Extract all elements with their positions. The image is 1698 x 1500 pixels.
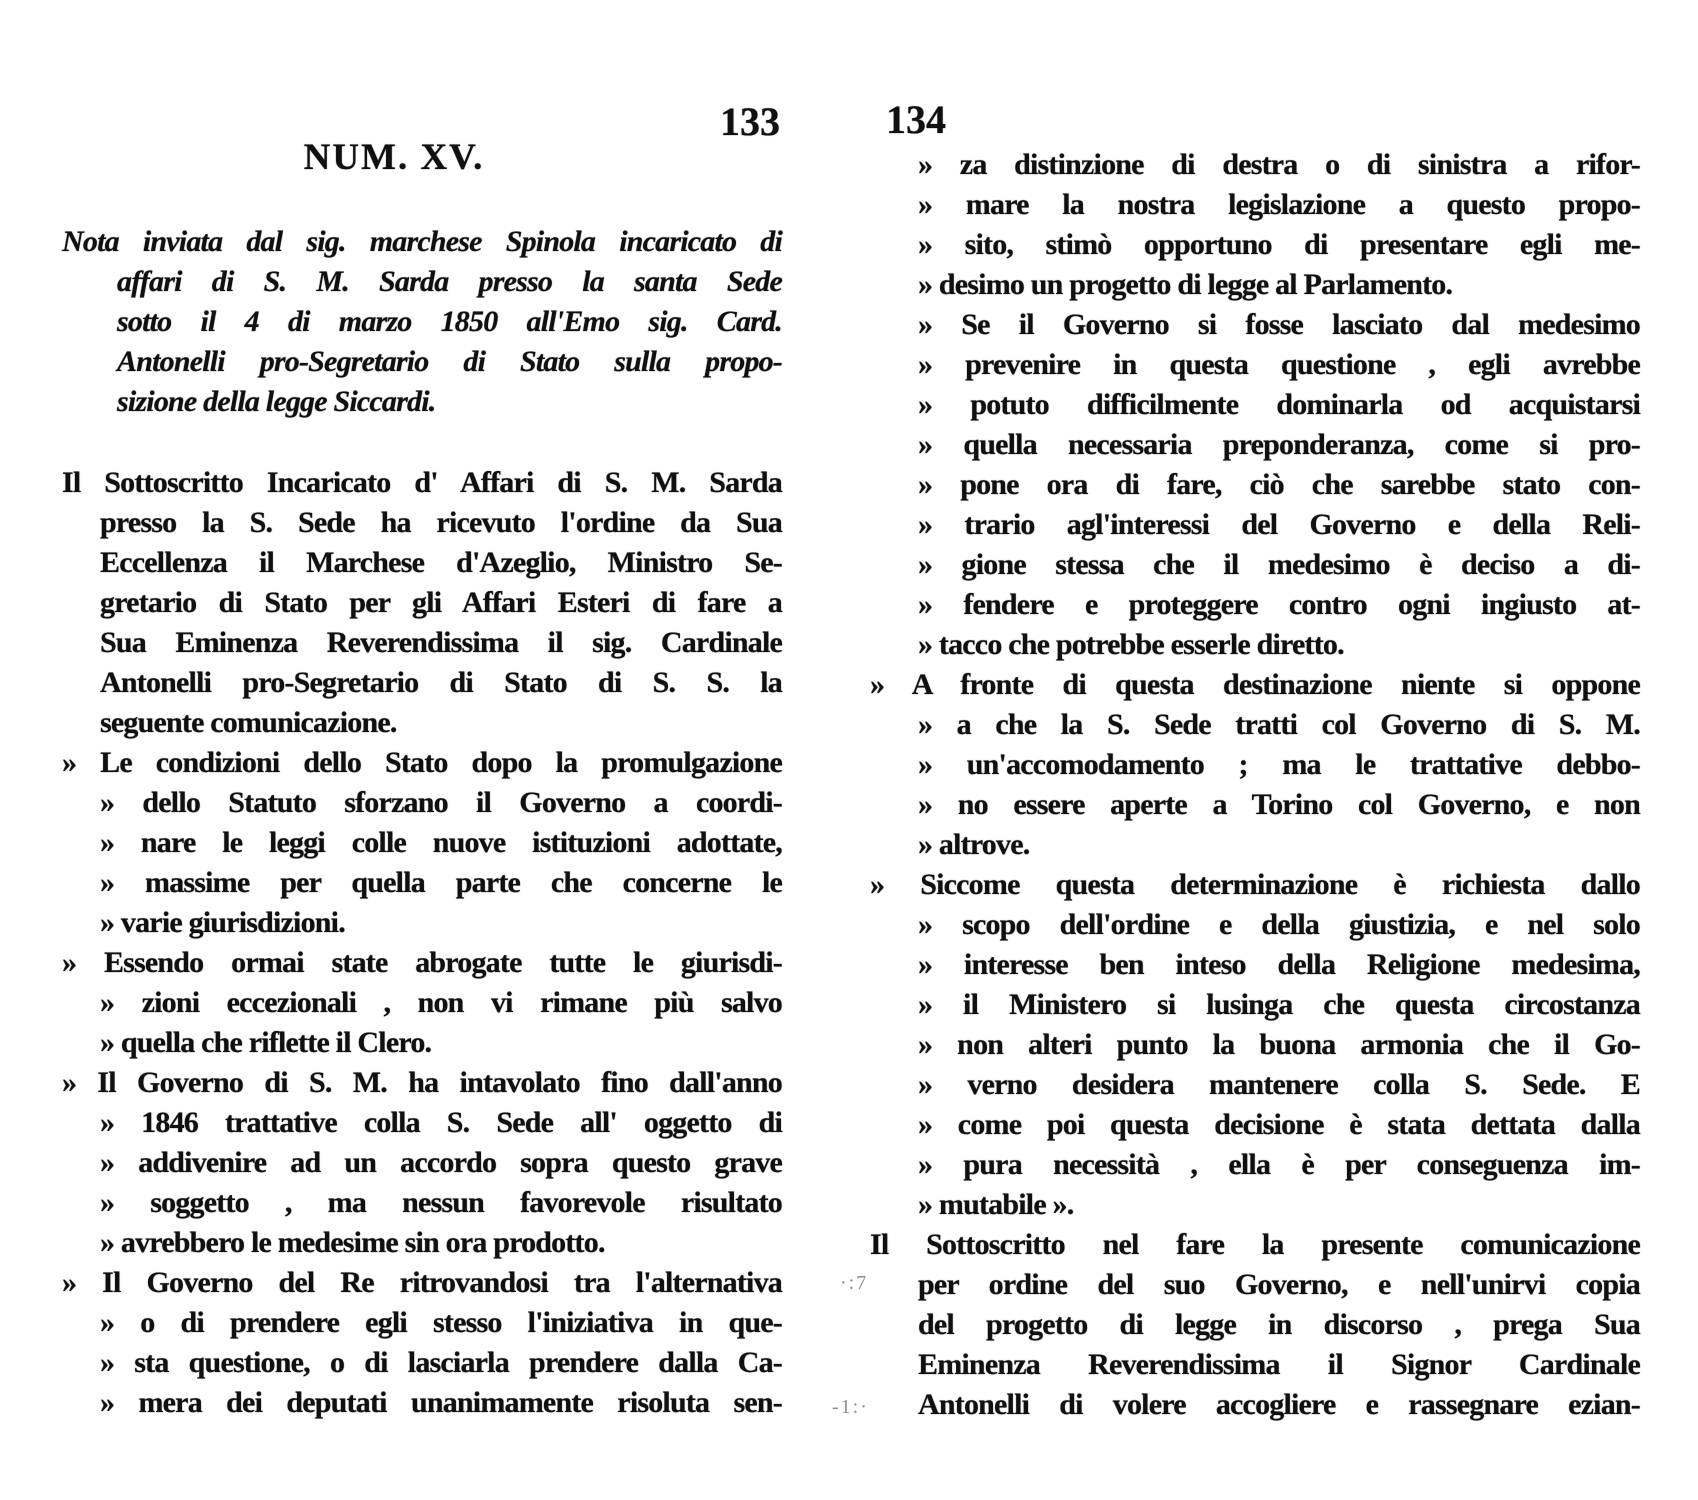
text-line: » sito, stimò opportuno di presentare egli me- xyxy=(918,228,1640,261)
text-line: » soggetto , ma nessun favorevole risultato xyxy=(100,1186,782,1219)
text-line: » mera dei deputati unanimamente risoluta sen- xyxy=(100,1386,782,1419)
left-page-body-text xyxy=(62,463,782,1423)
text-line: » Il Governo del Re ritrovandosi tra l'alternativa xyxy=(62,1266,782,1299)
text-line: del progetto di legge in discorso , prega Sua xyxy=(918,1308,1640,1341)
text-line: » o di prendere egli stesso l'iniziativa in que- xyxy=(100,1306,782,1339)
text-line: » A fronte di questa destinazione niente si oppone xyxy=(870,668,1640,701)
text-line: » quella necessaria preponderanza, come si pro- xyxy=(918,428,1640,461)
text-line: » Siccome questa determinazione è richiesta dallo xyxy=(870,868,1640,901)
text-line: gretario di Stato per gli Affari Esteri di fare a xyxy=(100,586,782,619)
text-line: » sta questione, o di lasciarla prendere dalla Ca- xyxy=(100,1346,782,1379)
text-line: » zioni eccezionali , non vi rimane più salvo xyxy=(100,986,782,1019)
text-line: Sua Eminenza Reverendissima il sig. Cardinale xyxy=(100,626,782,659)
text-line: Antonelli pro-Segretario di Stato sulla propo- xyxy=(117,345,782,378)
page-number-left: 133 xyxy=(720,99,780,144)
text-line: » non alteri punto la buona armonia che il Go- xyxy=(918,1028,1640,1061)
text-line: Eminenza Reverendissima il Signor Cardinale xyxy=(918,1348,1640,1381)
text-line: Antonelli pro-Segretario di Stato di S. S. la xyxy=(100,666,782,699)
text-line: » nare le leggi colle nuove istituzioni adottate, xyxy=(100,826,782,859)
text-line: Antonelli di volere accogliere e rassegnare ezian- xyxy=(918,1388,1640,1421)
scan-artifact: -1:· xyxy=(832,1396,869,1418)
text-line: » 1846 trattative colla S. Sede all' oggetto di xyxy=(100,1106,782,1139)
text-line: Nota inviata dal sig. marchese Spinola incaricato di xyxy=(62,225,782,258)
text-line: » prevenire in questa questione , egli avrebbe xyxy=(918,348,1640,381)
text-line: » come poi questa decisione è stata dettata dalla xyxy=(918,1108,1640,1141)
text-line: » interesse ben inteso della Religione medesima, xyxy=(918,948,1640,981)
text-line: » Essendo ormai state abrogate tutte le giurisdi- xyxy=(62,946,782,979)
text-line: » fendere e proteggere contro ogni ingiusto at- xyxy=(918,588,1640,621)
text-line: » Il Governo di S. M. ha intavolato fino dall'anno xyxy=(62,1066,782,1099)
right-page-column xyxy=(832,0,1640,1500)
text-line: » za distinzione di destra o di sinistra a rifor- xyxy=(918,148,1640,181)
text-line: Il Sottoscritto nel fare la presente comunicazione xyxy=(870,1228,1640,1261)
text-line: sizione della legge Siccardi. xyxy=(117,385,436,418)
text-line: seguente comunicazione. xyxy=(100,706,397,739)
scan-artifact: ·:7 xyxy=(840,1272,869,1294)
text-line: » trario agl'interessi del Governo e della Reli- xyxy=(918,508,1640,541)
text-line: » quella che riflette il Clero. xyxy=(100,1026,432,1059)
text-line: presso la S. Sede ha ricevuto l'ordine da Sua xyxy=(100,506,782,539)
text-line: » verno desidera mantenere colla S. Sede. E xyxy=(918,1068,1640,1101)
text-line: » gione stessa che il medesimo è deciso a di- xyxy=(918,548,1640,581)
text-line: » avrebbero le medesime sin ora prodotto. xyxy=(100,1226,605,1259)
text-line: » pura necessità , ella è per conseguenza im- xyxy=(918,1148,1640,1181)
text-line: » mare la nostra legislazione a questo propo- xyxy=(918,188,1640,221)
text-line: » massime per quella parte che concerne le xyxy=(100,866,782,899)
text-line: » scopo dell'ordine e della giustizia, e nel solo xyxy=(918,908,1640,941)
text-line: » tacco che potrebbe esserle diretto. xyxy=(918,628,1344,661)
text-line: » no essere aperte a Torino col Governo, e non xyxy=(918,788,1640,821)
text-line: » un'accomodamento ; ma le trattative debbo- xyxy=(918,748,1640,781)
left-page-column xyxy=(62,0,782,1500)
text-line: » Le condizioni dello Stato dopo la promulgazione xyxy=(62,746,782,779)
text-line: » Se il Governo si fosse lasciato dal medesimo xyxy=(918,308,1640,341)
text-line: affari di S. M. Sarda presso la santa Sede xyxy=(117,265,782,298)
text-line: » altrove. xyxy=(918,828,1030,861)
text-line: per ordine del suo Governo, e nell'unirvi copia xyxy=(918,1268,1640,1301)
text-line: sotto il 4 di marzo 1850 all'Emo sig. Card. xyxy=(117,305,782,338)
text-line: Il Sottoscritto Incaricato d' Affari di S. M. Sarda xyxy=(62,466,782,499)
text-line: » dello Statuto sforzano il Governo a coordi- xyxy=(100,786,782,819)
text-line: » mutabile ». xyxy=(918,1188,1074,1221)
text-line: » a che la S. Sede tratti col Governo di S. M. xyxy=(918,708,1640,741)
text-line: » varie giurisdizioni. xyxy=(100,906,345,939)
text-line: » addivenire ad un accordo sopra questo grave xyxy=(100,1146,782,1179)
page-number-right: 134 xyxy=(886,97,946,142)
note-caption-paragraph xyxy=(62,222,782,422)
text-line: » il Ministero si lusinga che questa circostanza xyxy=(918,988,1640,1021)
text-line: » desimo un progetto di legge al Parlamento. xyxy=(918,268,1453,301)
text-line: Eccellenza il Marchese d'Azeglio, Ministro Se- xyxy=(100,546,782,579)
text-line: » pone ora di fare, ciò che sarebbe stato con- xyxy=(918,468,1640,501)
section-heading: NUM. XV. xyxy=(303,137,485,178)
right-page-body-text xyxy=(870,145,1640,1425)
text-line: » potuto difficilmente dominarla od acquistarsi xyxy=(918,388,1640,421)
